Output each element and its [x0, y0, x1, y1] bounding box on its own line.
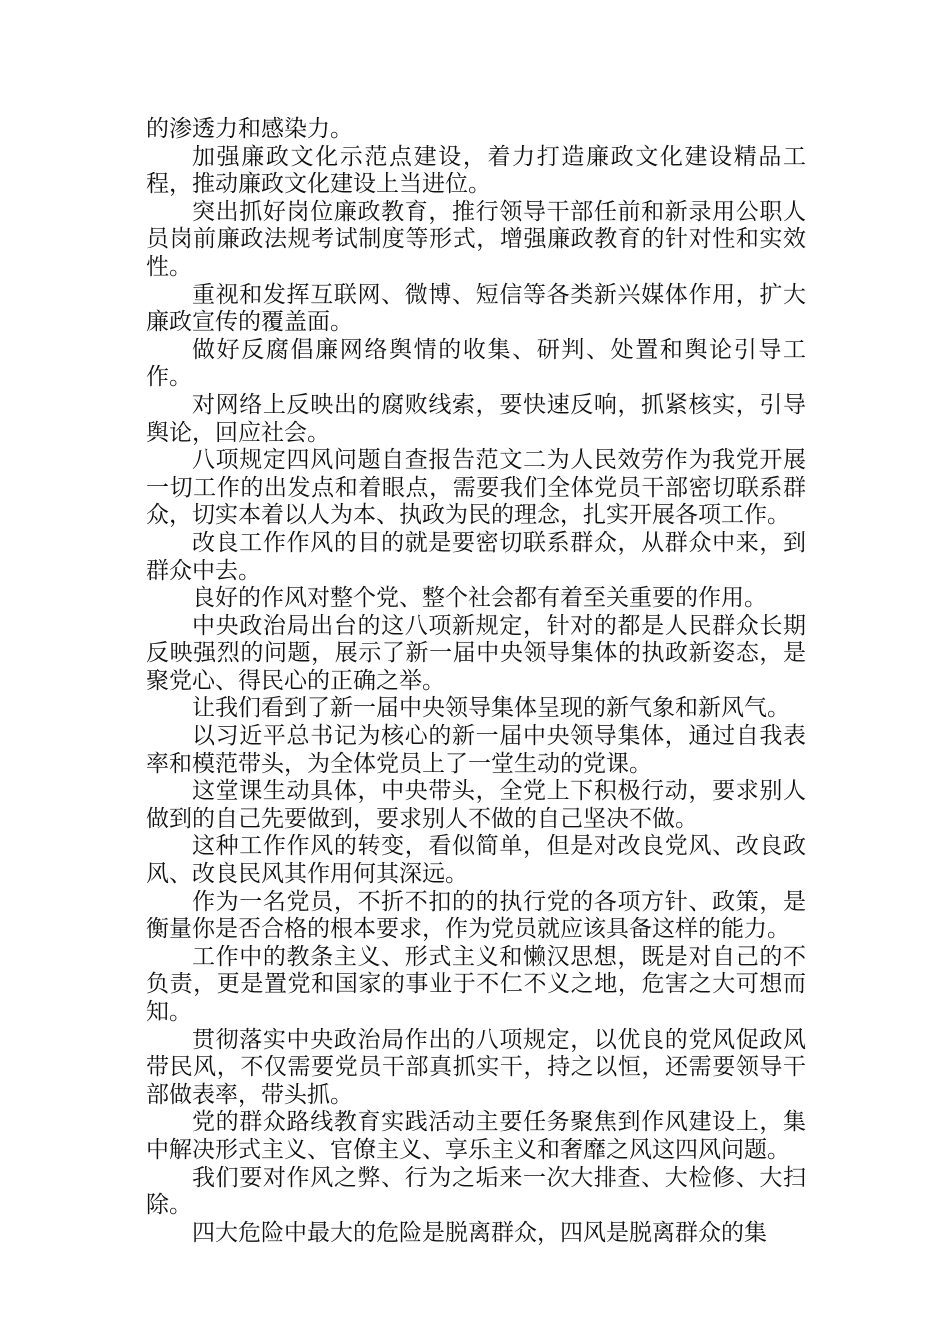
paragraph: 对网络上反映出的腐败线索，要快速反响，抓紧核实，引导舆论，回应社会。	[146, 391, 806, 446]
paragraph: 重视和发挥互联网、微博、短信等各类新兴媒体作用，扩大廉政宣传的覆盖面。	[146, 281, 806, 336]
paragraph: 做好反腐倡廉网络舆情的收集、研判、处置和舆论引导工作。	[146, 336, 806, 391]
paragraph: 贯彻落实中央政治局作出的八项规定，以优良的党风促政风带民风，不仅需要党员干部真抓实干，持之以恒，还需要领导干部做表率，带头抓。	[146, 1026, 806, 1108]
paragraph: 突出抓好岗位廉政教育，推行领导干部任前和新录用公职人员岗前廉政法规考试制度等形式，增强廉政教育的针对性和实效性。	[146, 198, 806, 280]
paragraph: 以习近平总书记为核心的新一届中央领导集体，通过自我表率和模范带头，为全体党员上了一堂生动的党课。	[146, 723, 806, 777]
paragraph: 作为一名党员，不折不扣的的执行党的各项方针、政策，是衡量你是否合格的根本要求，作为党员就应该具备这样的能力。	[146, 888, 806, 943]
paragraph: 良好的作风对整个党、整个社会都有着至关重要的作用。	[192, 585, 767, 612]
paragraph: 我们要对作风之弊、行为之垢来一次大排查、大检修、大扫除。	[146, 1164, 806, 1219]
paragraph: 的渗透力和感染力。	[146, 116, 353, 142]
document-body	[146, 116, 806, 1247]
paragraph: 这种工作作风的转变，看似简单，但是对改良党风、改良政风、改良民风其作用何其深远。	[146, 833, 806, 888]
paragraph: 工作中的教条主义、形式主义和懒汉思想，既是对自己的不负责，更是置党和国家的事业于不仁不义之地，危害之大可想而知。	[146, 943, 806, 1025]
paragraph: 中央政治局出台的这八项新规定，针对的都是人民群众长期反映强烈的问题，展示了新一届中央领导集体的执政新姿态，是聚党心、得民心的正确之举。	[146, 612, 806, 694]
paragraph: 四大危险中最大的危险是脱离群众，四风是脱离群众的集	[192, 1219, 767, 1246]
paragraph: 加强廉政文化示范点建设，着力打造廉政文化建设精品工程，推动廉政文化建设上当进位。	[146, 143, 806, 198]
paragraph: 党的群众路线教育实践活动主要任务聚焦到作风建设上，集中解决形式主义、官僚主义、享乐主义和奢靡之风这四风问题。	[146, 1109, 806, 1163]
paragraph: 让我们看到了新一届中央领导集体呈现的新气象和新风气。	[192, 695, 790, 722]
paragraph: 改良工作作风的目的就是要密切联系群众，从群众中来，到群众中去。	[146, 529, 806, 584]
paragraph: 这堂课生动具体，中央带头，全党上下积极行动，要求别人做到的自己先要做到，要求别人不做的自己坚决不做。	[146, 778, 806, 832]
paragraph: 八项规定四风问题自查报告范文二为人民效劳作为我党开展一切工作的出发点和着眼点，需要我们全体党员干部密切联系群众，切实本着以人为本、执政为民的理念，扎实开展各项工作。	[146, 447, 806, 529]
